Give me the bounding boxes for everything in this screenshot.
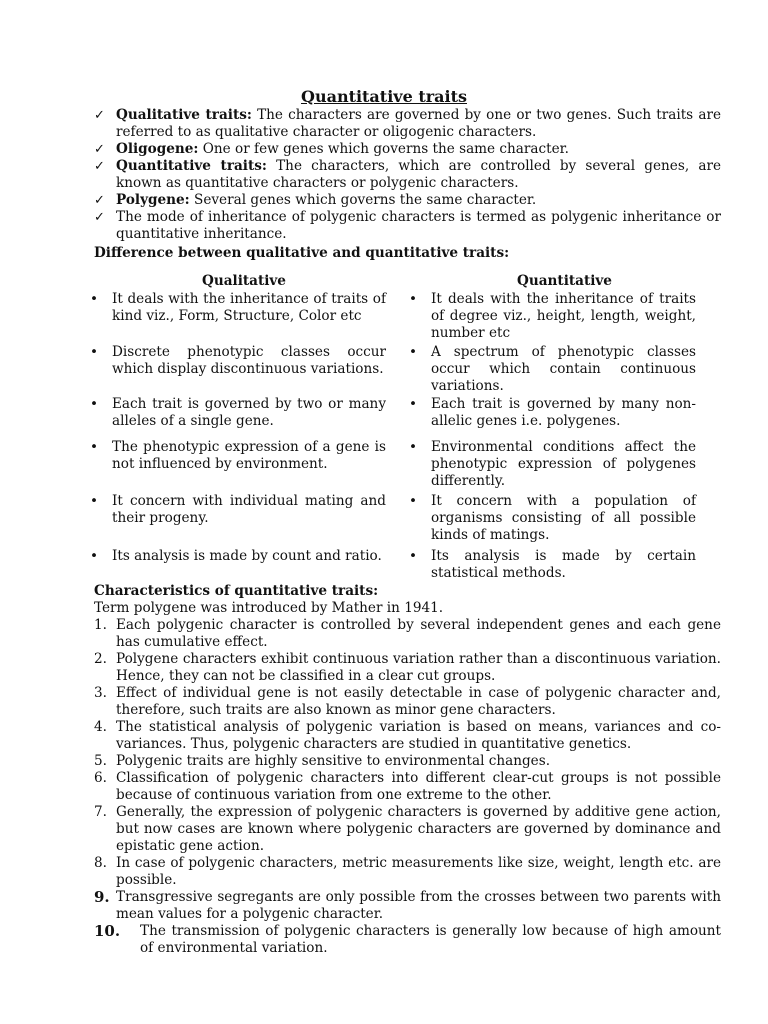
bullet-icon: •: [90, 291, 99, 307]
bullet-icon: •: [90, 344, 99, 360]
intro-text: Term polygene was introduced by Mather in 1941.: [94, 600, 444, 616]
bullet-icon: •: [90, 493, 99, 509]
list-item: • Discrete phenotypic classes occur which display discontinuous variations.: [90, 344, 386, 377]
check-icon: ✓: [94, 210, 105, 225]
characteristics-heading: Characteristics of quantitative traits:: [94, 583, 379, 599]
definition-item: ✓ Qualitative traits: The characters are governed by one or two genes. Such traits are referred to as qualitative character or oligogenic characters.: [94, 107, 721, 140]
list-item: • Environmental conditions affect the phenotypic expression of polygenes differently.: [409, 439, 696, 489]
page-title: Quantitative traits: [301, 87, 467, 106]
bullet-icon: •: [409, 291, 418, 307]
list-item: 4. The statistical analysis of polygenic variation is based on means, variances and co-variances. Thus, polygenic characters are studied in quantitative genetics.: [94, 719, 721, 752]
list-item: • It concern with individual mating and their progeny.: [90, 493, 386, 526]
bullet-icon: •: [409, 548, 418, 564]
definition-item: ✓ Polygene: Several genes which governs the same character.: [94, 192, 537, 208]
list-item: • It deals with the inheritance of traits of kind viz., Form, Structure, Color etc: [90, 291, 386, 324]
list-item: 1. Each polygenic character is controlled by several independent genes and each gene has cumulative effect.: [94, 617, 721, 650]
list-item: 9. Transgressive segregants are only possible from the crosses between two parents with mean values for a polygenic character.: [94, 888, 721, 922]
list-item: 7. Generally, the expression of polygenic characters is governed by additive gene action, but now cases are known where polygenic characters are governed by dominance and epistatic gene action.: [94, 804, 721, 854]
quantitative-heading: Quantitative: [517, 273, 612, 289]
list-item: • A spectrum of phenotypic classes occur which contain continuous variations.: [409, 344, 696, 394]
bullet-icon: •: [409, 439, 418, 455]
check-icon: ✓: [94, 193, 105, 208]
list-item: • It concern with a population of organisms consisting of all possible kinds of matings.: [409, 493, 696, 543]
list-item: • Its analysis is made by count and ratio.: [90, 548, 382, 564]
list-item: 5. Polygenic traits are highly sensitive to environmental changes.: [94, 753, 551, 769]
list-item: 3. Effect of individual gene is not easily detectable in case of polygenic character and, therefore, such traits are also known as minor gene characters.: [94, 685, 721, 718]
check-icon: ✓: [94, 142, 105, 157]
definition-item: ✓ Quantitative traits: The characters, which are controlled by several genes, are known as quantitative characters or polygenic characters.: [94, 158, 721, 191]
list-item: • Each trait is governed by two or many alleles of a single gene.: [90, 396, 386, 429]
list-item: • The phenotypic expression of a gene is not influenced by environment.: [90, 439, 386, 472]
bullet-icon: •: [409, 344, 418, 360]
list-item: • Its analysis is made by certain statistical methods.: [409, 548, 696, 581]
qualitative-heading: Qualitative: [202, 273, 286, 289]
list-item: 2. Polygene characters exhibit continuous variation rather than a discontinuous variation. Hence, they can not be classified in a clear cut groups.: [94, 651, 721, 684]
list-item: • Each trait is governed by many non-allelic genes i.e. polygenes.: [409, 396, 696, 429]
bullet-icon: •: [90, 396, 99, 412]
bullet-icon: •: [90, 439, 99, 455]
list-item: 10. The transmission of polygenic characters is generally low because of high amount of environmental variation.: [94, 922, 721, 956]
definition-item: ✓ Oligogene: One or few genes which governs the same character.: [94, 141, 569, 157]
list-item: 6. Classification of polygenic characters into different clear-cut groups is not possible because of continuous variation from one extreme to the other.: [94, 770, 721, 803]
definition-item: ✓ The mode of inheritance of polygenic characters is termed as polygenic inheritance or quantitative inheritance.: [94, 209, 721, 242]
bullet-icon: •: [90, 548, 99, 564]
check-icon: ✓: [94, 159, 105, 174]
bullet-icon: •: [409, 493, 418, 509]
characteristics-list: [94, 617, 721, 957]
check-icon: ✓: [94, 108, 105, 123]
list-item: 8. In case of polygenic characters, metric measurements like size, weight, length etc. are possible.: [94, 855, 721, 888]
definition-list: [94, 107, 721, 243]
bullet-icon: •: [409, 396, 418, 412]
list-item: • It deals with the inheritance of traits of degree viz., height, length, weight, number etc: [409, 291, 696, 341]
difference-heading: Difference between qualitative and quantitative traits:: [94, 245, 510, 261]
